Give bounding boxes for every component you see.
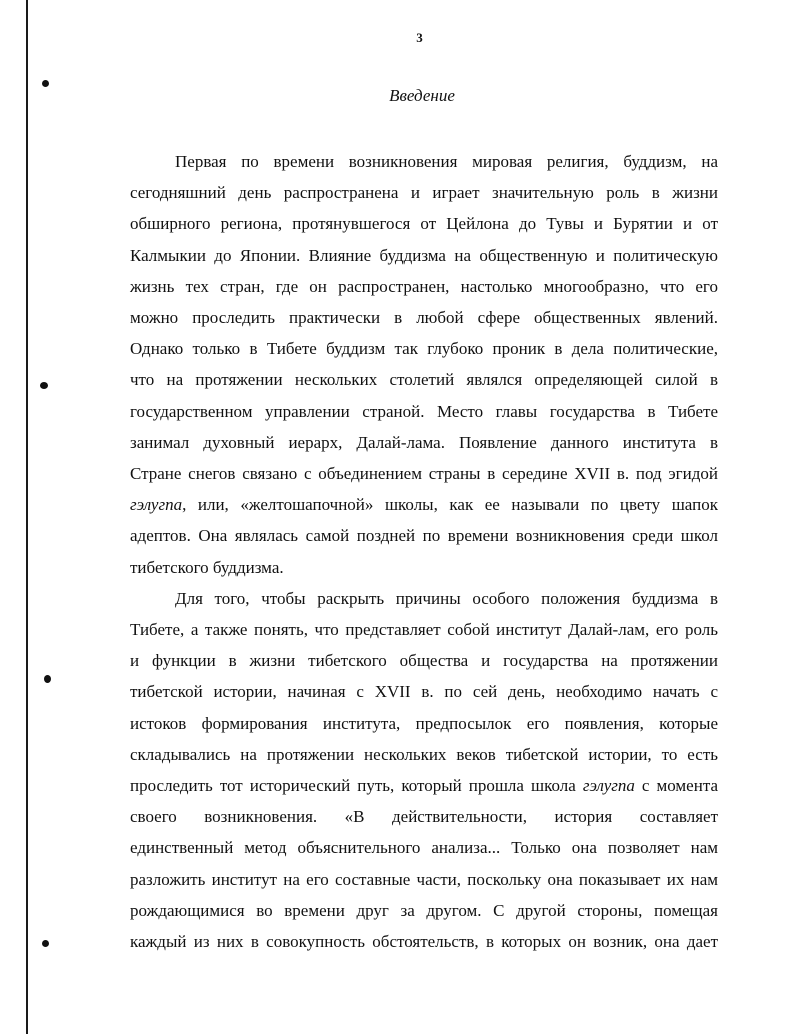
text-line: что на протяжении нескольких столетий являлся определяющей силой в	[130, 370, 718, 390]
text-line: разложить институт на его составные части, поскольку она показывает их нам	[130, 869, 718, 889]
text-line: занимал духовный иерарх, Далай-лама. Появление данного института в	[130, 432, 718, 452]
text-fragment: , или, «желтошапочной» школы, как ее называли по цвету шапок	[182, 495, 718, 515]
punch-mark	[42, 940, 49, 947]
italic-term: гэлугпа	[582, 776, 635, 796]
punch-mark	[44, 675, 51, 683]
text-line: и функции в жизни тибетского общества и государства на протяжении	[130, 651, 718, 671]
text-line: единственный метод объяснительного анализа... Только она позволяет нам	[130, 838, 718, 858]
punch-mark	[40, 382, 48, 389]
scan-edge	[26, 0, 28, 1034]
text-line: Стране снегов связано с объединением страны в середине XVII в. под эгидой	[130, 464, 718, 484]
text-line: можно проследить практически в любой сфере общественных явлений.	[130, 308, 718, 328]
text-line: тибетского буддизма.	[130, 557, 284, 577]
text-fragment: проследить тот исторический путь, который прошла школа	[130, 776, 583, 796]
text-fragment: с момента	[634, 776, 719, 796]
text-line: рождающимися во времени друг за другом. С другой стороны, помещая	[130, 900, 718, 920]
text-line: тибетской истории, начиная с XVII в. по сей день, необходимо начать с	[130, 682, 718, 702]
page-title: Введение	[389, 86, 455, 105]
text-line: истоков формирования института, предпосылок его появления, которые	[130, 713, 718, 733]
text-line: Однако только в Тибете буддизм так глубоко проник в дела политические,	[130, 339, 718, 359]
paragraph	[130, 583, 718, 957]
page-number: 3	[416, 30, 423, 45]
text-line: обширного региона, протянувшегося от Цейлона до Тувы и Бурятии и от	[130, 214, 718, 234]
text-line: складывались на протяжении нескольких веков тибетской истории, то есть	[130, 744, 718, 764]
paragraph	[130, 146, 718, 583]
text-line: своего возникновения. «В действительности, история составляет	[130, 807, 718, 827]
text-line: Калмыкии до Японии. Влияние буддизма на общественную и политическую	[130, 245, 718, 265]
text-line: каждый из них в совокупность обстоятельств, в которых он возник, она дает	[130, 932, 718, 952]
text-line: Первая по времени возникновения мировая религия, буддизм, на	[175, 152, 718, 171]
text-line: Для того, чтобы раскрыть причины особого положения буддизма в	[175, 588, 718, 608]
text-line: государственном управлении страной. Место главы государства в Тибете	[130, 401, 718, 421]
text-line: сегодняшний день распространена и играет значительную роль в жизни	[130, 183, 718, 203]
text-line: адептов. Она являлась самой поздней по времени возникновения среди школ	[130, 526, 718, 546]
text-line: жизнь тех стран, где он распространен, настолько многообразно, что его	[130, 276, 718, 296]
text-line	[130, 770, 718, 801]
document-body	[130, 146, 718, 957]
italic-term: гэлугпа	[130, 495, 183, 515]
text-line: Тибете, а также понять, что представляет собой институт Далай-лам, его роль	[130, 620, 718, 640]
text-line	[130, 489, 718, 520]
